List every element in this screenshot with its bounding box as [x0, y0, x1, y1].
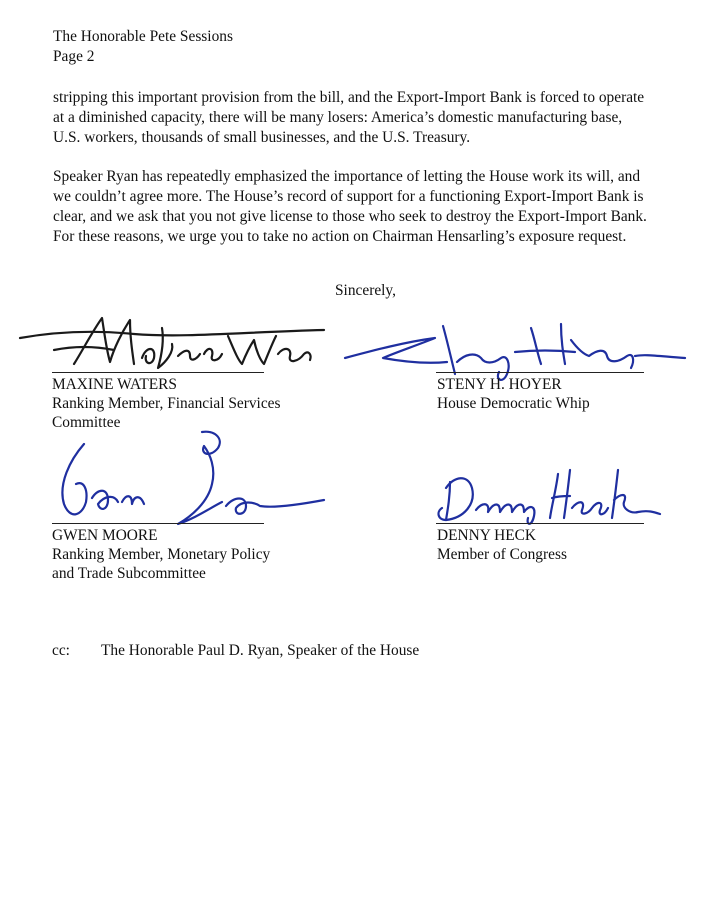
signatory-title: House Democratic Whip — [437, 395, 590, 412]
cc-label: cc: — [52, 642, 70, 659]
signatory-title: Ranking Member, Monetary Policy — [52, 546, 271, 563]
header-page-number: Page 2 — [53, 48, 95, 65]
paragraph-line: For these reasons, we urge you to take no action on Chairman Hensarling’s exposure request. — [53, 228, 627, 245]
signature-denny-heck — [432, 460, 662, 530]
paragraph-line: stripping this important provision from the bill, and the Export-Import Bank is forced to operate — [53, 89, 645, 106]
header-recipient: The Honorable Pete Sessions — [53, 28, 233, 45]
paragraph-line: U.S. workers, thousands of small businesses, and the U.S. Treasury. — [53, 129, 471, 146]
signature-line — [52, 372, 264, 373]
signatory-name: STENY H. HOYER — [437, 376, 562, 393]
signatory-block — [52, 526, 270, 583]
signatory-block — [437, 526, 567, 564]
signatory-name: MAXINE WATERS — [52, 376, 177, 393]
paragraph-line: Speaker Ryan has repeatedly emphasized the importance of letting the House work its will, and — [53, 168, 641, 185]
signatory-block — [52, 375, 280, 432]
cc-recipient: The Honorable Paul D. Ryan, Speaker of the House — [101, 642, 420, 659]
signatory-block — [437, 375, 590, 413]
signature-gwen-moore — [52, 424, 332, 534]
signatory-title: and Trade Subcommittee — [52, 565, 206, 582]
body-paragraph-2 — [53, 167, 693, 247]
signature-maxine-waters — [14, 310, 334, 380]
signatory-name: GWEN MOORE — [52, 527, 158, 544]
signatory-title: Committee — [52, 414, 121, 431]
signature-line — [436, 372, 644, 373]
closing-salutation: Sincerely, — [335, 282, 396, 299]
signatory-name: DENNY HECK — [437, 527, 537, 544]
paragraph-line: clear, and we ask that you not give license to those who seek to destroy the Export-Import Bank. — [53, 208, 647, 225]
paragraph-line: we couldn’t agree more. The House’s record of support for a functioning Export-Import Bank is — [53, 188, 644, 205]
signature-line — [436, 523, 644, 524]
signatory-title: Ranking Member, Financial Services — [52, 395, 281, 412]
signatory-title: Member of Congress — [437, 546, 567, 563]
signature-line — [52, 523, 264, 524]
paragraph-line: at a diminished capacity, there will be many losers: America’s domestic manufacturing base, — [53, 109, 623, 126]
body-paragraph-1 — [53, 88, 693, 148]
